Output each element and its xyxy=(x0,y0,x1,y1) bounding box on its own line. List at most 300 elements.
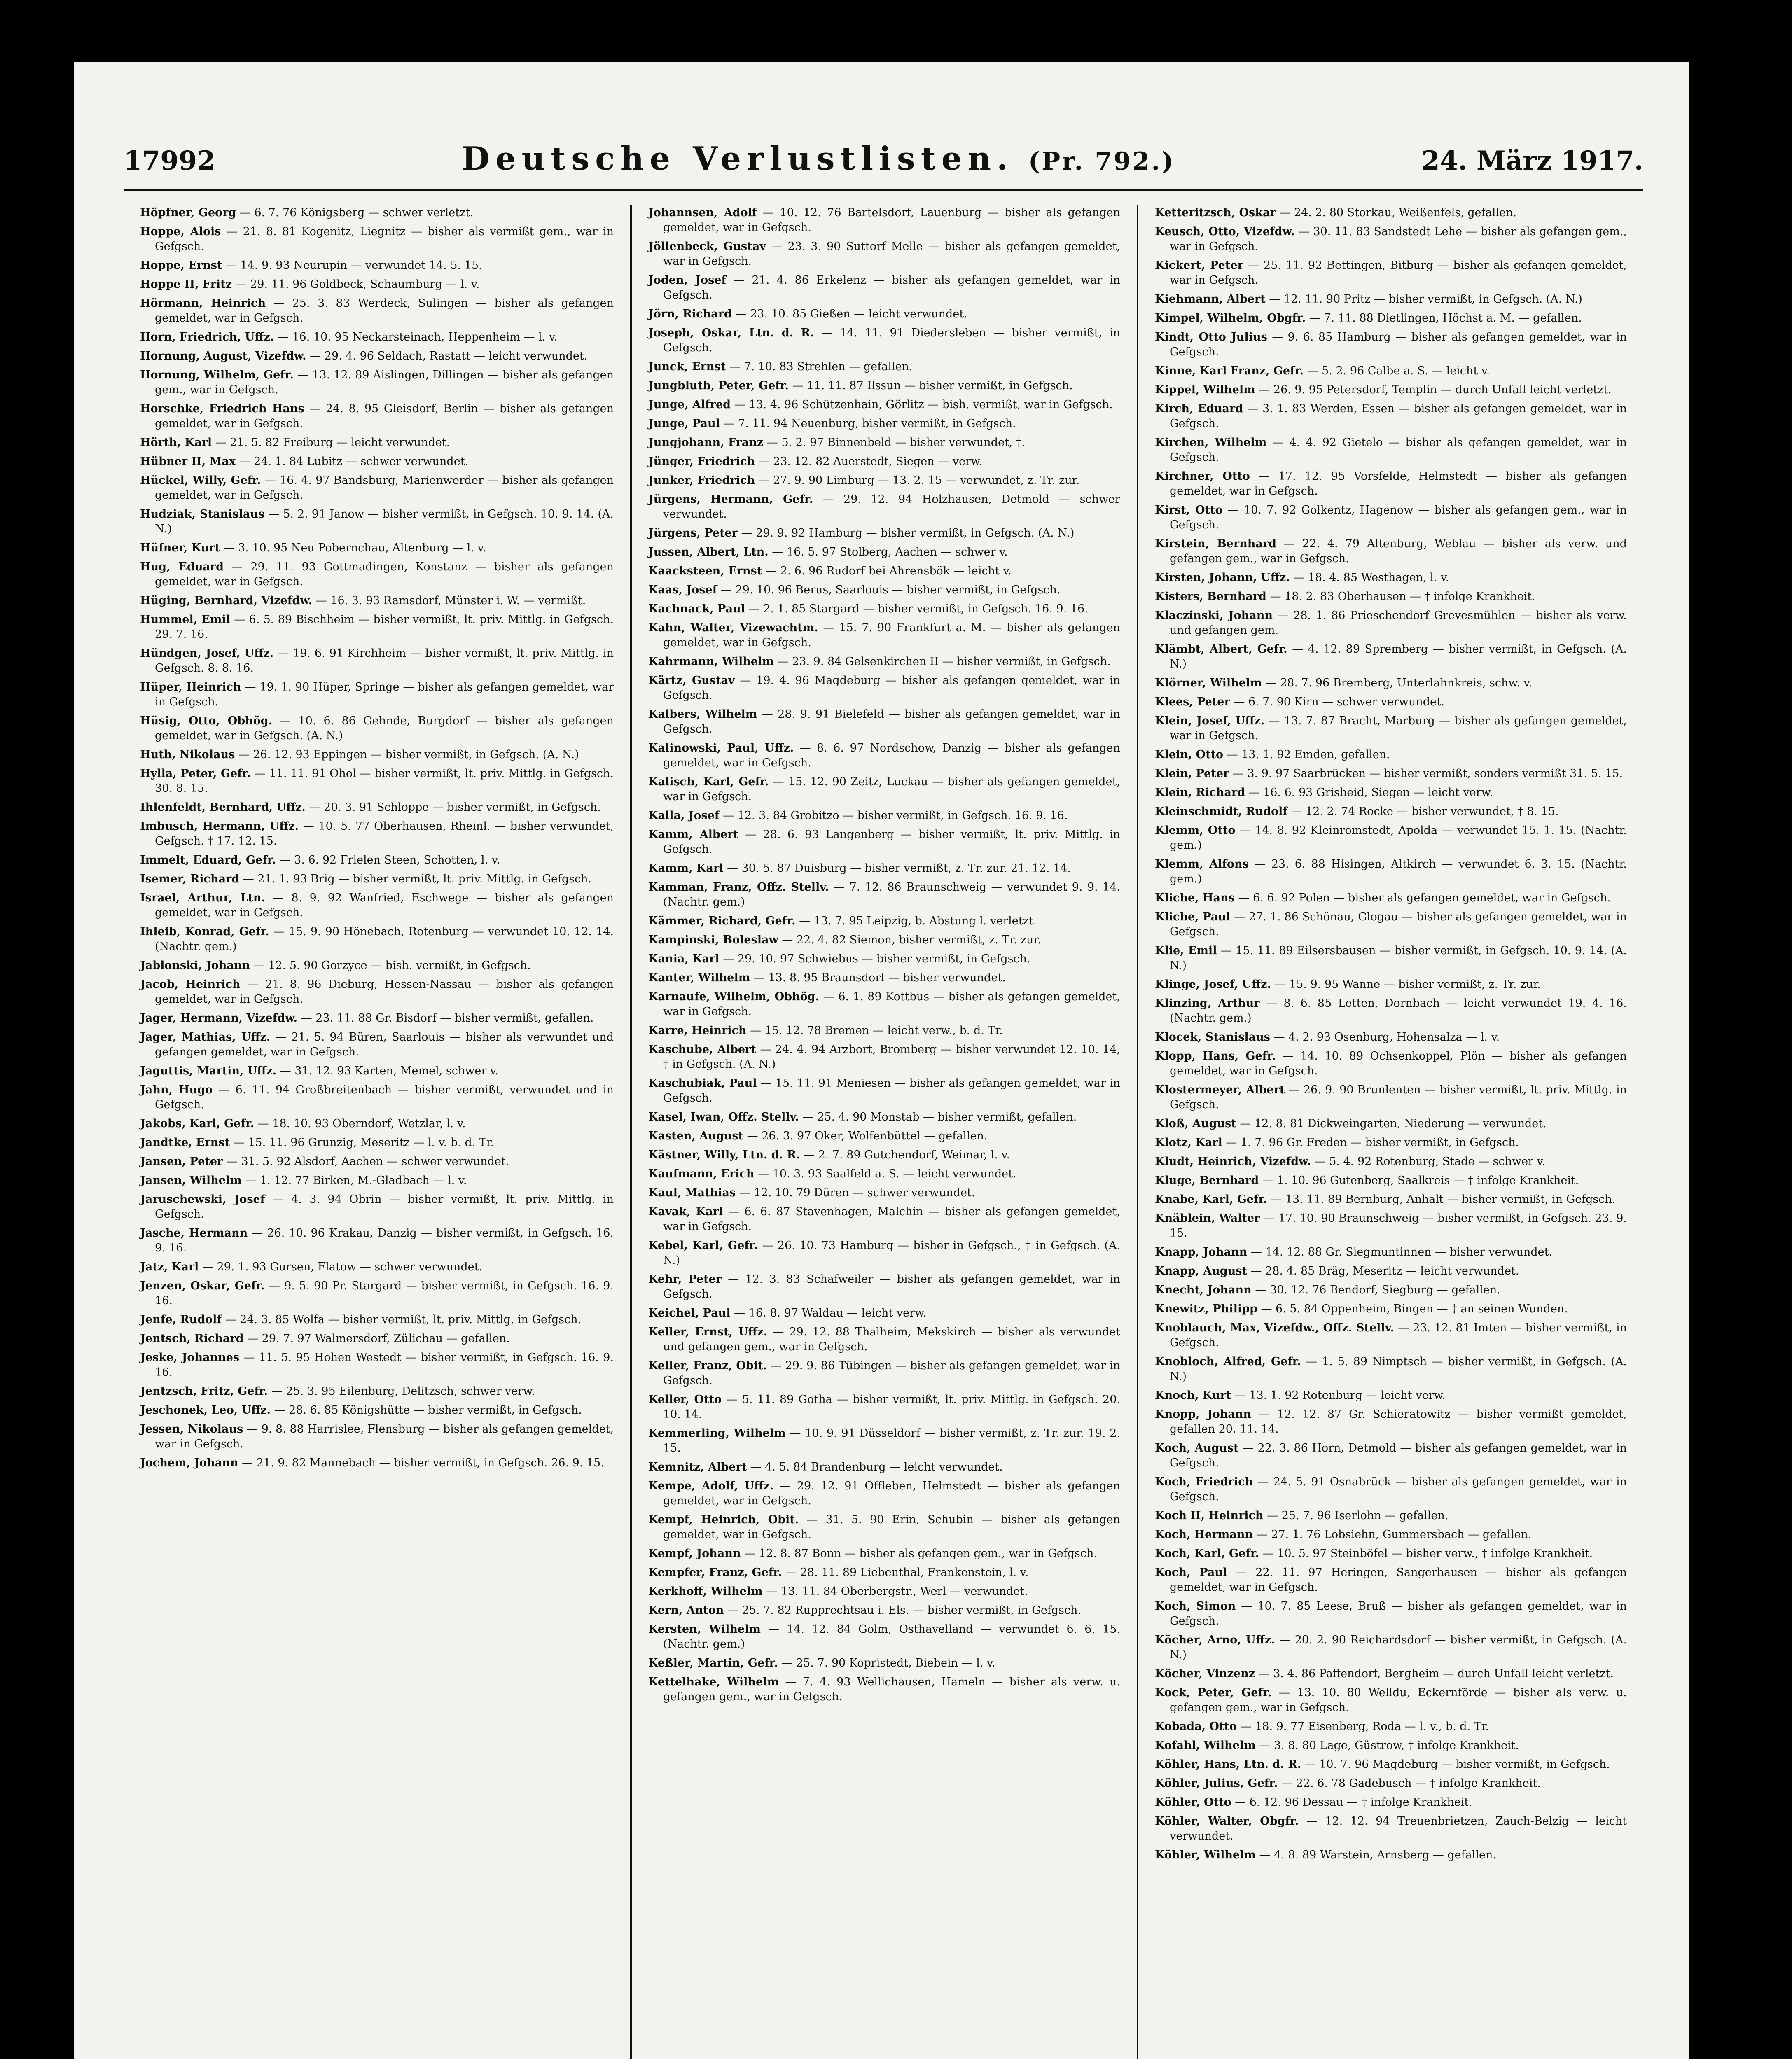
entry-details: — 20. 3. 91 Schloppe — bisher vermißt, in Gefgsch. xyxy=(309,801,601,814)
casualty-entry xyxy=(140,593,614,608)
casualty-entry xyxy=(1155,503,1627,532)
entry-name: Höpfner, Georg xyxy=(140,206,236,219)
entry-details: — 12. 12. 87 Gr. Schieratowitz — bisher vermißt gemeldet, gefallen 20. 11. 14. xyxy=(1170,1408,1627,1436)
entry-name: Klees, Peter xyxy=(1155,696,1230,708)
entry-details: — 10. 7. 92 Golkentz, Hagenow — bisher als gefangen gem., war in Gefgsch. xyxy=(1170,504,1627,531)
casualty-entry xyxy=(1155,766,1627,781)
entry-name: Hückel, Willy, Gefr. xyxy=(140,474,261,487)
entry-name: Jessen, Nikolaus xyxy=(140,1423,243,1436)
casualty-entry xyxy=(648,397,1120,412)
entry-name: Ketteritzsch, Oskar xyxy=(1155,206,1276,219)
entry-details: — 13. 11. 84 Oberbergstr., Werl — verwundet. xyxy=(766,1585,1028,1598)
entry-name: Hübner II, Max xyxy=(140,455,236,468)
entry-name: Ihlenfeldt, Bernhard, Uffz. xyxy=(140,801,306,814)
entry-name: Jentzsch, Fritz, Gefr. xyxy=(140,1385,268,1398)
entry-name: Köhler, Wilhelm xyxy=(1155,1849,1256,1861)
casualty-entry xyxy=(648,545,1120,560)
entry-details: — 5. 4. 92 Rotenburg, Stade — schwer v. xyxy=(1314,1155,1546,1168)
entry-details: — 5. 2. 97 Binnenbeld — bisher verwundet, †. xyxy=(766,436,1026,449)
casualty-entry xyxy=(1155,1135,1627,1150)
casualty-entry xyxy=(140,800,614,815)
entry-name: Kliche, Hans xyxy=(1155,892,1235,904)
casualty-entry xyxy=(1155,1192,1627,1207)
entry-details: — 28. 1. 86 Prieschendorf Grevesmühlen — bisher als verw. und gefangen gem. xyxy=(1170,609,1627,637)
entry-details: — 29. 9. 92 Hamburg — bisher vermißt, in Gefgsch. (A. N.) xyxy=(741,527,1075,539)
casualty-entry xyxy=(1155,1719,1627,1734)
entry-details: — 2. 1. 85 Stargard — bisher vermißt, in Gefgsch. 16. 9. 16. xyxy=(748,602,1088,615)
entry-details: — 31. 12. 93 Karten, Memel, schwer v. xyxy=(280,1065,499,1077)
entry-name: Klie, Emil xyxy=(1155,944,1217,957)
entry-name: Hoppe II, Fritz xyxy=(140,278,232,291)
casualty-entry xyxy=(1155,1154,1627,1169)
entry-details: — 16. 6. 93 Grisheid, Siegen — leicht verw. xyxy=(1248,786,1493,799)
entry-name: Kalisch, Karl, Gefr. xyxy=(648,775,769,788)
entry-name: Hug, Eduard xyxy=(140,560,224,573)
casualty-entry xyxy=(1155,977,1627,992)
entry-name: Klinge, Josef, Uffz. xyxy=(1155,978,1271,991)
entry-details: — 19. 1. 90 Hüper, Springe — bisher als gefangen gemeldet, war in Gefgsch. xyxy=(155,681,614,708)
entry-details: — 16. 8. 97 Waldau — leicht verw. xyxy=(734,1307,927,1319)
entry-details: — 14. 12. 84 Golm, Osthavelland — verwundet 6. 6. 15. (Nachtr. gem.) xyxy=(663,1623,1120,1650)
entry-name: Jungjohann, Franz xyxy=(648,436,764,449)
entry-name: Jansen, Peter xyxy=(140,1155,223,1168)
casualty-entry xyxy=(1155,642,1627,672)
casualty-entry xyxy=(1155,1321,1627,1350)
casualty-entry xyxy=(1155,1211,1627,1241)
entry-name: Joden, Josef xyxy=(648,274,727,287)
column-3 xyxy=(1137,205,1643,2059)
entry-name: Jager, Mathias, Uffz. xyxy=(140,1031,271,1044)
entry-name: Kirst, Otto xyxy=(1155,504,1223,516)
entry-name: Köhler, Hans, Ltn. d. R. xyxy=(1155,1758,1301,1771)
entry-details: — 25. 3. 95 Eilenburg, Delitzsch, schwer verw. xyxy=(271,1385,535,1398)
entry-details: — 29. 4. 96 Seldach, Rastatt — leicht verwundet. xyxy=(310,350,588,362)
entry-name: Ihleib, Konrad, Gefr. xyxy=(140,925,269,938)
entry-name: Kempe, Adolf, Uffz. xyxy=(648,1480,774,1492)
entry-name: Kerkhoff, Wilhelm xyxy=(648,1585,763,1598)
entry-details: — 22. 3. 86 Horn, Detmold — bisher als gefangen gemeldet, war in Gefgsch. xyxy=(1170,1442,1627,1469)
entry-name: Jöllenbeck, Gustav xyxy=(648,240,766,253)
casualty-entry xyxy=(648,1479,1120,1508)
casualty-entry xyxy=(140,258,614,273)
entry-details: — 13. 8. 95 Braunsdorf — bisher verwundet. xyxy=(753,971,1006,984)
casualty-entry xyxy=(140,1226,614,1256)
entry-name: Kebel, Karl, Gefr. xyxy=(648,1239,758,1252)
entry-name: Kahrmann, Wilhelm xyxy=(648,655,774,668)
entry-name: Imbusch, Hermann, Uffz. xyxy=(140,820,299,833)
casualty-entry xyxy=(648,1546,1120,1561)
page-number: 17992 xyxy=(124,145,215,176)
entry-name: Junge, Alfred xyxy=(648,398,731,411)
entry-details: — 22. 6. 78 Gadebusch — † infolge Krankheit. xyxy=(1281,1777,1541,1790)
entry-name: Kiehmann, Albert xyxy=(1155,293,1266,306)
entry-details: — 21. 9. 82 Mannebach — bisher vermißt, in Gefgsch. 26. 9. 15. xyxy=(242,1457,604,1469)
entry-details: — 24. 3. 85 Wolfa — bisher vermißt, lt. priv. Mittlg. in Gefgsch. xyxy=(225,1313,582,1326)
entry-details: — 19. 4. 96 Magdeburg — bisher als gefangen gemeldet, war in Gefgsch. xyxy=(663,674,1120,702)
casualty-entry xyxy=(648,1656,1120,1671)
casualty-entry xyxy=(140,1350,614,1380)
entry-details: — 4. 2. 93 Osenburg, Hohensalza — l. v. xyxy=(1273,1031,1500,1044)
casualty-entry xyxy=(1155,804,1627,819)
column-1 xyxy=(124,205,630,2059)
entry-details: — 29. 10. 96 Berus, Saarlouis — bisher vermißt, in Gefgsch. xyxy=(720,584,1061,596)
entry-name: Knopp, Johann xyxy=(1155,1408,1252,1421)
casualty-entry xyxy=(648,1392,1120,1422)
entry-name: Kaschube, Albert xyxy=(648,1043,756,1056)
entry-details: — 9. 5. 90 Pr. Stargard — bisher vermißt, in Gefgsch. 16. 9. 16. xyxy=(155,1279,614,1307)
entry-name: Kloß, August xyxy=(1155,1117,1236,1130)
casualty-entry xyxy=(648,454,1120,469)
casualty-entry xyxy=(648,914,1120,929)
entry-name: Kisters, Bernhard xyxy=(1155,590,1266,603)
entry-name: Hudziak, Stanislaus xyxy=(140,508,265,521)
casualty-entry xyxy=(140,612,614,642)
casualty-entry xyxy=(648,1603,1120,1618)
entry-details: — 28. 7. 96 Bremberg, Unterlahnkreis, schw. v. xyxy=(1265,677,1533,689)
entry-details: — 15. 11. 91 Meniesen — bisher als gefangen gemeldet, war in Gefgsch. xyxy=(663,1077,1120,1104)
casualty-entry xyxy=(140,507,614,537)
entry-details: — 23. 12. 82 Auerstedt, Siegen — verw. xyxy=(758,455,983,468)
entry-name: Klotz, Karl xyxy=(1155,1136,1222,1149)
entry-name: Jaruschewski, Josef xyxy=(140,1193,265,1206)
entry-name: Horschke, Friedrich Hans xyxy=(140,402,304,415)
entry-name: Kofahl, Wilhelm xyxy=(1155,1739,1256,1752)
entry-name: Kalla, Josef xyxy=(648,809,720,822)
casualty-entry xyxy=(648,239,1120,269)
casualty-entry xyxy=(648,526,1120,541)
entry-name: Huth, Nikolaus xyxy=(140,748,235,761)
casualty-entry xyxy=(648,1167,1120,1181)
casualty-entry xyxy=(648,673,1120,703)
entry-name: Jatz, Karl xyxy=(140,1261,199,1273)
entry-name: Junker, Friedrich xyxy=(648,474,755,487)
entry-name: Kaschubiak, Paul xyxy=(648,1077,757,1090)
casualty-entry xyxy=(1155,996,1627,1026)
entry-name: Kern, Anton xyxy=(648,1604,724,1617)
entry-details: — 25. 7. 96 Iserlohn — gefallen. xyxy=(1267,1509,1449,1522)
entry-name: Hüper, Heinrich xyxy=(140,681,241,693)
casualty-entry xyxy=(1155,1795,1627,1810)
entry-details: — 23. 12. 81 Imten — bisher vermißt, in Gefgsch. xyxy=(1170,1321,1627,1349)
casualty-entry xyxy=(140,766,614,796)
entry-details: — 30. 12. 76 Bendorf, Siegburg — gefallen. xyxy=(1255,1284,1500,1296)
entry-details: — 12. 2. 74 Rocke — bisher verwundet, † 8. 15. xyxy=(1291,805,1559,818)
casualty-entry xyxy=(648,1584,1120,1599)
casualty-entry xyxy=(140,1384,614,1399)
casualty-entry xyxy=(1155,1283,1627,1298)
casualty-entry xyxy=(648,1306,1120,1321)
entry-details: — 14. 11. 91 Diedersleben — bisher vermißt, in Gefgsch. xyxy=(663,327,1120,354)
entry-details: — 10. 5. 77 Oberhausen, Rheinl. — bisher verwundet, Gefgsch. † 17. 12. 15. xyxy=(155,820,614,847)
casualty-entry xyxy=(1155,1475,1627,1504)
entry-details: — 12. 8. 87 Bonn — bisher als gefangen gem., war in Gefgsch. xyxy=(744,1547,1097,1560)
entry-details: — 25. 7. 90 Kopristedt, Biebein — l. v. xyxy=(781,1657,995,1669)
entry-name: Jaguttis, Martin, Uffz. xyxy=(140,1065,277,1077)
casualty-entry xyxy=(1155,1546,1627,1561)
entry-name: Kirchner, Otto xyxy=(1155,470,1250,483)
entry-details: — 22. 11. 97 Heringen, Sangerhausen — bisher als gefangen gemeldet, war in Gefgsch. xyxy=(1170,1566,1627,1594)
entry-name: Knoch, Kurt xyxy=(1155,1389,1231,1402)
casualty-entry xyxy=(140,435,614,450)
entry-name: Hüsig, Otto, Obhög. xyxy=(140,714,273,727)
entry-details: — 23. 11. 88 Gr. Bisdorf — bisher vermißt, gefallen. xyxy=(301,1012,594,1025)
entry-details: — 6. 11. 94 Großbreitenbach — bisher vermißt, verwundet und in Gefgsch. xyxy=(155,1083,614,1111)
entry-details: — 28. 6. 93 Langenberg — bisher vermißt, lt. priv. Mittlg. in Gefgsch. xyxy=(663,828,1120,856)
casualty-entry xyxy=(648,1426,1120,1456)
entry-name: Kirstein, Bernhard xyxy=(1155,537,1276,550)
casualty-entry xyxy=(1155,1757,1627,1772)
entry-name: Klinzing, Arthur xyxy=(1155,997,1260,1010)
casualty-entry xyxy=(1155,292,1627,307)
page-title: Deutsche Verlustlisten. xyxy=(462,140,1014,177)
casualty-entry xyxy=(1155,608,1627,638)
casualty-entry xyxy=(1155,402,1627,431)
entry-name: Jager, Hermann, Vizefdw. xyxy=(140,1012,298,1025)
casualty-entry xyxy=(648,1148,1120,1163)
entry-details: — 30. 5. 87 Duisburg — bisher vermißt, z. Tr. zur. 21. 12. 14. xyxy=(727,862,1071,875)
entry-name: Keichel, Paul xyxy=(648,1307,731,1319)
entry-details: — 16. 5. 97 Stolberg, Aachen — schwer v. xyxy=(772,546,1008,558)
entry-details: — 22. 4. 79 Altenburg, Weblau — bisher als verw. und gefangen gem., war in Gefgsch. xyxy=(1170,537,1627,565)
casualty-entry xyxy=(648,971,1120,985)
entry-details: — 6. 5. 89 Bischheim — bisher vermißt, lt. priv. Mittlg. in Gefgsch. 29. 7. 16. xyxy=(155,613,614,641)
entry-details: — 29. 10. 97 Schwiebus — bisher vermißt, in Gefgsch. xyxy=(723,952,1030,965)
entry-details: — 10. 6. 86 Gehnde, Burgdorf — bisher als gefangen gemeldet, war in Gefgsch. (A. N.) xyxy=(155,714,614,742)
entry-name: Kämmer, Richard, Gefr. xyxy=(648,915,796,927)
entry-name: Klemm, Otto xyxy=(1155,824,1236,837)
entry-details: — 15. 12. 78 Bremen — leicht verw., b. d. Tr. xyxy=(750,1024,1003,1037)
casualty-entry xyxy=(1155,1527,1627,1542)
entry-details: — 25. 11. 92 Bettingen, Bitburg — bisher als gefangen gemeldet, war in Gefgsch. xyxy=(1170,259,1627,287)
entry-name: Kamman, Franz, Offz. Stellv. xyxy=(648,881,829,894)
entry-name: Keller, Ernst, Uffz. xyxy=(648,1326,768,1338)
entry-details: — 13. 11. 89 Bernburg, Anhalt — bisher vermißt, in Gefgsch. xyxy=(1271,1193,1616,1206)
entry-details: — 15. 11. 89 Eilsersbausen — bisher vermißt, in Gefgsch. 10. 9. 14. (A. N.) xyxy=(1170,944,1627,972)
entry-name: Kickert, Peter xyxy=(1155,259,1243,272)
entry-details: — 23. 3. 90 Suttorf Melle — bisher als gefangen gemeldet, war in Gefgsch. xyxy=(663,240,1121,268)
casualty-entry xyxy=(648,307,1120,322)
entry-name: Immelt, Eduard, Gefr. xyxy=(140,854,276,866)
entry-details: — 6. 7. 90 Kirn — schwer verwundet. xyxy=(1234,696,1445,708)
casualty-entry xyxy=(1155,469,1627,499)
entry-details: — 18. 9. 77 Eisenberg, Roda — l. v., b. d. Tr. xyxy=(1240,1720,1489,1733)
casualty-entry xyxy=(648,861,1120,876)
entry-details: — 12. 11. 90 Pritz — bisher vermißt, in Gefgsch. (A. N.) xyxy=(1269,293,1582,306)
casualty-entry xyxy=(140,1456,614,1471)
entry-name: Kachnack, Paul xyxy=(648,602,745,615)
casualty-entry xyxy=(1155,676,1627,691)
entry-details: — 10. 5. 97 Steinböfel — bisher verw., † infolge Krankheit. xyxy=(1262,1547,1593,1560)
entry-details: — 6. 7. 76 Königsberg — schwer verletzt. xyxy=(239,206,474,219)
header-rule xyxy=(124,189,1643,191)
entry-name: Hörmann, Heinrich xyxy=(140,297,266,310)
casualty-entry xyxy=(140,402,614,431)
entry-name: Jochem, Johann xyxy=(140,1457,238,1469)
casualty-entry xyxy=(648,326,1120,355)
entry-name: Klemm, Alfons xyxy=(1155,858,1249,871)
casualty-entry xyxy=(140,891,614,920)
entry-details: — 8. 9. 92 Wanfried, Eschwege — bisher als gefangen gemeldet, war in Gefgsch. xyxy=(155,892,614,919)
casualty-entry xyxy=(1155,1776,1627,1791)
entry-details: — 23. 9. 84 Gelsenkirchen II — bisher vermißt, in Gefgsch. xyxy=(777,655,1111,668)
entry-name: Klein, Richard xyxy=(1155,786,1245,799)
newspaper-page xyxy=(74,62,1689,2059)
casualty-entry xyxy=(648,1205,1120,1234)
entry-details: — 16. 3. 93 Ramsdorf, Münster i. W. — vermißt. xyxy=(315,594,586,607)
casualty-entry xyxy=(140,205,614,220)
casualty-entry xyxy=(140,1011,614,1026)
entry-name: Johannsen, Adolf xyxy=(648,206,757,219)
entry-details: — 13. 1. 92 Emden, gefallen. xyxy=(1227,748,1390,761)
casualty-entry xyxy=(648,1513,1120,1542)
entry-details: — 10. 9. 91 Düsseldorf — bisher vermißt, z. Tr. zur. 19. 2. 15. xyxy=(663,1427,1120,1454)
entry-name: Köhler, Julius, Gefr. xyxy=(1155,1777,1278,1790)
casualty-entry xyxy=(1155,1633,1627,1662)
entry-name: Hoppe, Alois xyxy=(140,225,221,238)
entry-details: — 27. 1. 76 Lobsiehn, Gummersbach — gefallen. xyxy=(1256,1528,1532,1541)
casualty-entry xyxy=(1155,1354,1627,1384)
casualty-entry xyxy=(648,583,1120,598)
entry-name: Junck, Ernst xyxy=(648,360,726,373)
entry-name: Kemnitz, Albert xyxy=(648,1461,747,1473)
entry-details: — 24. 8. 95 Gleisdorf, Berlin — bisher als gefangen gemeldet, war in Gefgsch. xyxy=(155,402,614,430)
entry-name: Jeschonek, Leo, Uffz. xyxy=(140,1404,271,1417)
casualty-entry xyxy=(1155,224,1627,254)
entry-details: — 11. 11. 87 Ilssun — bisher vermißt, in Gefgsch. xyxy=(792,379,1073,392)
casualty-entry xyxy=(140,454,614,469)
entry-name: Kania, Karl xyxy=(648,952,720,965)
entry-name: Kluge, Bernhard xyxy=(1155,1174,1259,1187)
casualty-entry xyxy=(648,1129,1120,1144)
casualty-entry xyxy=(1155,1667,1627,1681)
entry-name: Klämbt, Albert, Gefr. xyxy=(1155,643,1287,656)
casualty-entry xyxy=(140,1173,614,1188)
entry-details: — 7. 11. 88 Dietlingen, Höchst a. M. — gefallen. xyxy=(1309,312,1582,324)
entry-details: — 31. 5. 90 Erin, Schubin — bisher als gefangen gemeldet, war in Gefgsch. xyxy=(663,1513,1120,1541)
casualty-entry xyxy=(140,1083,614,1112)
entry-name: Knapp, Johann xyxy=(1155,1246,1248,1258)
entry-details: — 16. 10. 95 Neckarsteinach, Heppenheim — l. v. xyxy=(277,331,558,343)
entry-details: — 23. 6. 88 Hisingen, Altkirch — verwundet 6. 3. 15. (Nachtr. gem.) xyxy=(1170,858,1627,885)
casualty-entry xyxy=(648,808,1120,823)
entry-name: Hoppe, Ernst xyxy=(140,259,222,272)
entry-name: Hornung, Wilhelm, Gefr. xyxy=(140,369,294,381)
casualty-entry xyxy=(1155,1049,1627,1079)
casualty-entry xyxy=(140,277,614,292)
casualty-entry xyxy=(1155,1565,1627,1595)
entry-details: — 7. 4. 93 Wellichausen, Hameln — bisher als verw. u. gefangen gem., war in Gefgsch. xyxy=(663,1676,1120,1703)
entry-name: Kaacksteen, Ernst xyxy=(648,565,762,577)
entry-name: Jablonski, Johann xyxy=(140,959,250,972)
entry-name: Jünger, Friedrich xyxy=(648,455,755,468)
entry-details: — 12. 3. 83 Schafweiler — bisher als gefangen gemeldet, war in Gefgsch. xyxy=(663,1273,1121,1300)
entry-name: Köhler, Walter, Obgfr. xyxy=(1155,1815,1299,1828)
casualty-entry xyxy=(1155,1508,1627,1523)
title-block xyxy=(462,140,1175,177)
casualty-entry xyxy=(140,747,614,762)
entry-name: Jansen, Wilhelm xyxy=(140,1174,242,1187)
casualty-entry xyxy=(1155,857,1627,887)
casualty-entry xyxy=(1155,891,1627,906)
issue-date: 24. März 1917. xyxy=(1421,145,1643,176)
casualty-entry xyxy=(648,473,1120,488)
casualty-entry xyxy=(1155,785,1627,800)
entry-name: Jandtke, Ernst xyxy=(140,1136,230,1149)
entry-details: — 21. 5. 94 Büren, Saarlouis — bisher als verwundet und gefangen gemeldet, war in Gefgsch. xyxy=(155,1031,614,1058)
entry-name: Klein, Peter xyxy=(1155,767,1229,780)
entry-details: — 10. 7. 85 Leese, Bruß — bisher als gefangen gemeldet, war in Gefgsch. xyxy=(1170,1600,1627,1627)
casualty-entry xyxy=(648,435,1120,450)
entry-name: Horn, Friedrich, Uffz. xyxy=(140,331,274,343)
casualty-entry xyxy=(1155,330,1627,360)
casualty-entry xyxy=(1155,1264,1627,1279)
entry-name: Kock, Peter, Gefr. xyxy=(1155,1686,1272,1699)
casualty-entry xyxy=(1155,1848,1627,1863)
casualty-entry xyxy=(1155,258,1627,288)
entry-details: — 25. 4. 90 Monstab — bisher vermißt, gefallen. xyxy=(802,1111,1077,1123)
entry-name: Koch, Simon xyxy=(1155,1600,1236,1613)
entry-name: Jakobs, Karl, Gefr. xyxy=(140,1117,255,1130)
entry-name: Klein, Otto xyxy=(1155,748,1224,761)
entry-details: — 5. 2. 96 Calbe a. S. — leicht v. xyxy=(1307,364,1490,377)
entry-details: — 15. 12. 90 Zeitz, Luckau — bisher als gefangen gemeldet, war in Gefgsch. xyxy=(663,775,1120,803)
casualty-entry xyxy=(648,880,1120,910)
entry-name: Hüging, Bernhard, Vizefdw. xyxy=(140,594,313,607)
entry-name: Koch, Paul xyxy=(1155,1566,1227,1579)
entry-details: — 18. 2. 83 Oberhausen — † infolge Krankheit. xyxy=(1270,590,1535,603)
entry-details: — 13. 1. 92 Rotenburg — leicht verw. xyxy=(1234,1389,1446,1402)
casualty-entry xyxy=(1155,1441,1627,1471)
casualty-entry xyxy=(140,473,614,503)
entry-name: Karnaufe, Wilhelm, Obhög. xyxy=(648,990,819,1003)
casualty-entry xyxy=(648,1460,1120,1475)
entry-details: — 11. 11. 91 Ohol — bisher vermißt, lt. priv. Mittlg. in Gefgsch. 30. 8. 15. xyxy=(155,767,614,795)
entry-name: Jussen, Albert, Ltn. xyxy=(648,546,769,558)
casualty-entry xyxy=(1155,383,1627,397)
entry-name: Kindt, Otto Julius xyxy=(1155,331,1267,343)
casualty-entry xyxy=(648,775,1120,804)
entry-name: Kasten, August xyxy=(648,1130,744,1142)
entry-name: Hornung, August, Vizefdw. xyxy=(140,350,306,362)
entry-details: — 12. 3. 84 Grobitzo — bisher vermißt, in Gefgsch. 16. 9. 16. xyxy=(723,809,1068,822)
entry-name: Kettelhake, Wilhelm xyxy=(648,1676,779,1688)
casualty-entry xyxy=(648,602,1120,616)
casualty-entry xyxy=(140,349,614,364)
entry-name: Jürgens, Hermann, Gefr. xyxy=(648,493,813,506)
entry-details: — 26. 3. 97 Oker, Wolfenbüttel — gefallen. xyxy=(747,1130,988,1142)
entry-details: — 5. 11. 89 Gotha — bisher vermißt, lt. priv. Mittlg. in Gefgsch. 20. 10. 14. xyxy=(663,1393,1120,1421)
entry-name: Kärtz, Gustav xyxy=(648,674,735,687)
entry-name: Kemmerling, Wilhelm xyxy=(648,1427,786,1440)
entry-details: — 26. 10. 96 Krakau, Danzig — bisher vermißt, in Gefgsch. 16. 9. 16. xyxy=(155,1227,614,1254)
entry-details: — 15. 9. 95 Wanne — bisher vermißt, z. Tr. zur. xyxy=(1274,978,1541,991)
casualty-entry xyxy=(1155,1407,1627,1437)
entry-details: — 3. 6. 92 Frielen Steen, Schotten, l. v. xyxy=(279,854,500,866)
casualty-entry xyxy=(140,958,614,973)
casualty-entry xyxy=(1155,537,1627,566)
casualty-entry xyxy=(648,933,1120,948)
entry-details: — 14. 9. 93 Neurupin — verwundet 14. 5. 15. xyxy=(225,259,482,272)
entry-details: — 15. 7. 90 Frankfurt a. M. — bisher als gefangen gemeldet, war in Gefgsch. xyxy=(663,621,1120,649)
casualty-entry xyxy=(140,560,614,589)
entry-details: — 21. 4. 86 Erkelenz — bisher als gefangen gemeldet, war in Gefgsch. xyxy=(663,274,1120,301)
entry-details: — 25. 3. 83 Werdeck, Sulingen — bisher als gefangen gemeldet, war in Gefgsch. xyxy=(155,297,614,324)
entry-name: Klein, Josef, Uffz. xyxy=(1155,714,1265,727)
entry-details: — 12. 5. 90 Gorzyce — bish. vermißt, in Gefgsch. xyxy=(253,959,531,972)
entry-name: Karre, Heinrich xyxy=(648,1024,747,1037)
entry-name: Kamm, Albert xyxy=(648,828,738,841)
casualty-entry xyxy=(140,1331,614,1346)
